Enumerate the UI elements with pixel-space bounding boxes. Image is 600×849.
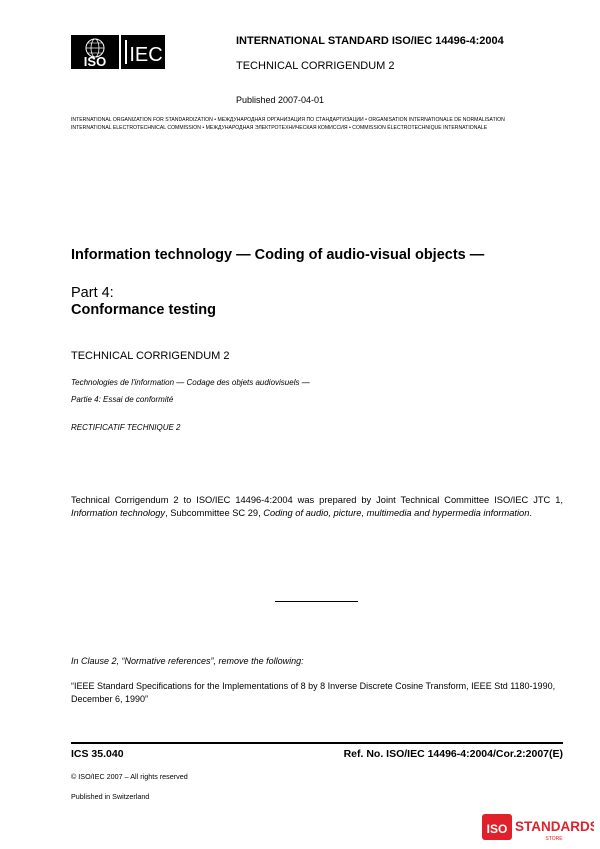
copyright-notice: © ISO/IEC 2007 – All rights reserved (71, 772, 188, 781)
reference-number: Ref. No. ISO/IEC 14496-4:2004/Cor.2:2007(E) (343, 748, 563, 760)
iso-globe-icon (71, 35, 119, 69)
iso-logo-text: ISO (83, 54, 107, 69)
removed-reference: “IEEE Standard Specifications for the Implementations of 8 by 8 Inverse Discrete Cosine Transform, IEEE Std 1180-1990, December 6, 1990” (71, 681, 556, 704)
intro-subcommittee: Coding of audio, picture, multimedia and hypermedia information (263, 508, 530, 518)
iec-logo (121, 35, 165, 69)
iso-standards-store-stamp (482, 812, 594, 844)
iec-logo-text: IEC (129, 44, 163, 66)
document-title: Information technology — Coding of audio-visual objects — (71, 247, 485, 263)
corrigendum-subtitle: TECHNICAL CORRIGENDUM 2 (236, 60, 395, 72)
iso-logo (71, 35, 121, 69)
french-part: Partie 4: Essai de conformité (71, 395, 174, 404)
stamp-brand-text: STANDARDS (515, 819, 594, 834)
intro-paragraph (71, 494, 563, 520)
ics-code: ICS 35.040 (71, 748, 124, 760)
organizations-line-2: INTERNATIONAL ELECTROTECHNICAL COMMISSION • МЕЖДУНАРОДНАЯ ЭЛЕКТРОТЕХНИЧЕСКАЯ КОМИССИЯ • COMMISSION ÉLECTROTECHNIQUE INTERNATIONALE (71, 125, 488, 131)
french-rectificatif: RECTIFICATIF TECHNIQUE 2 (71, 423, 181, 432)
intro-end: . (529, 508, 532, 518)
section-divider (275, 601, 358, 602)
part-label: Part 4: (71, 285, 114, 301)
stamp-sub-text: STORE (545, 836, 563, 842)
standard-title: INTERNATIONAL STANDARD ISO/IEC 14496-4:2004 (236, 35, 504, 47)
footer-rule (71, 742, 563, 744)
published-date: Published 2007-04-01 (236, 95, 325, 105)
intro-prefix: Technical Corrigendum 2 to ISO/IEC 14496-4:2004 was prepared by Joint Technical Committee ISO/IEC JTC 1, (71, 495, 563, 505)
intro-committee: Information technology (71, 508, 166, 518)
french-title: Technologies de l'information — Codage des objets audiovisuels — (71, 378, 310, 387)
organizations-line-1: INTERNATIONAL ORGANIZATION FOR STANDARDIZATION • МЕЖДУНАРОДНАЯ ОРГАНИЗАЦИЯ ПО СТАНДАРТИЗАЦИИ • ORGANISATION INTERNATIONALE DE NORMALISATION (71, 117, 505, 123)
clause-instruction: In Clause 2, “Normative references”, remove the following: (71, 656, 304, 666)
iso-iec-logo (71, 35, 165, 69)
corrigendum-label: TECHNICAL CORRIGENDUM 2 (71, 350, 230, 362)
part-title: Conformance testing (71, 302, 217, 318)
stamp-iso-text: ISO (486, 822, 508, 836)
intro-middle: , Subcommittee SC 29, (165, 508, 264, 518)
published-in: Published in Switzerland (71, 792, 150, 801)
